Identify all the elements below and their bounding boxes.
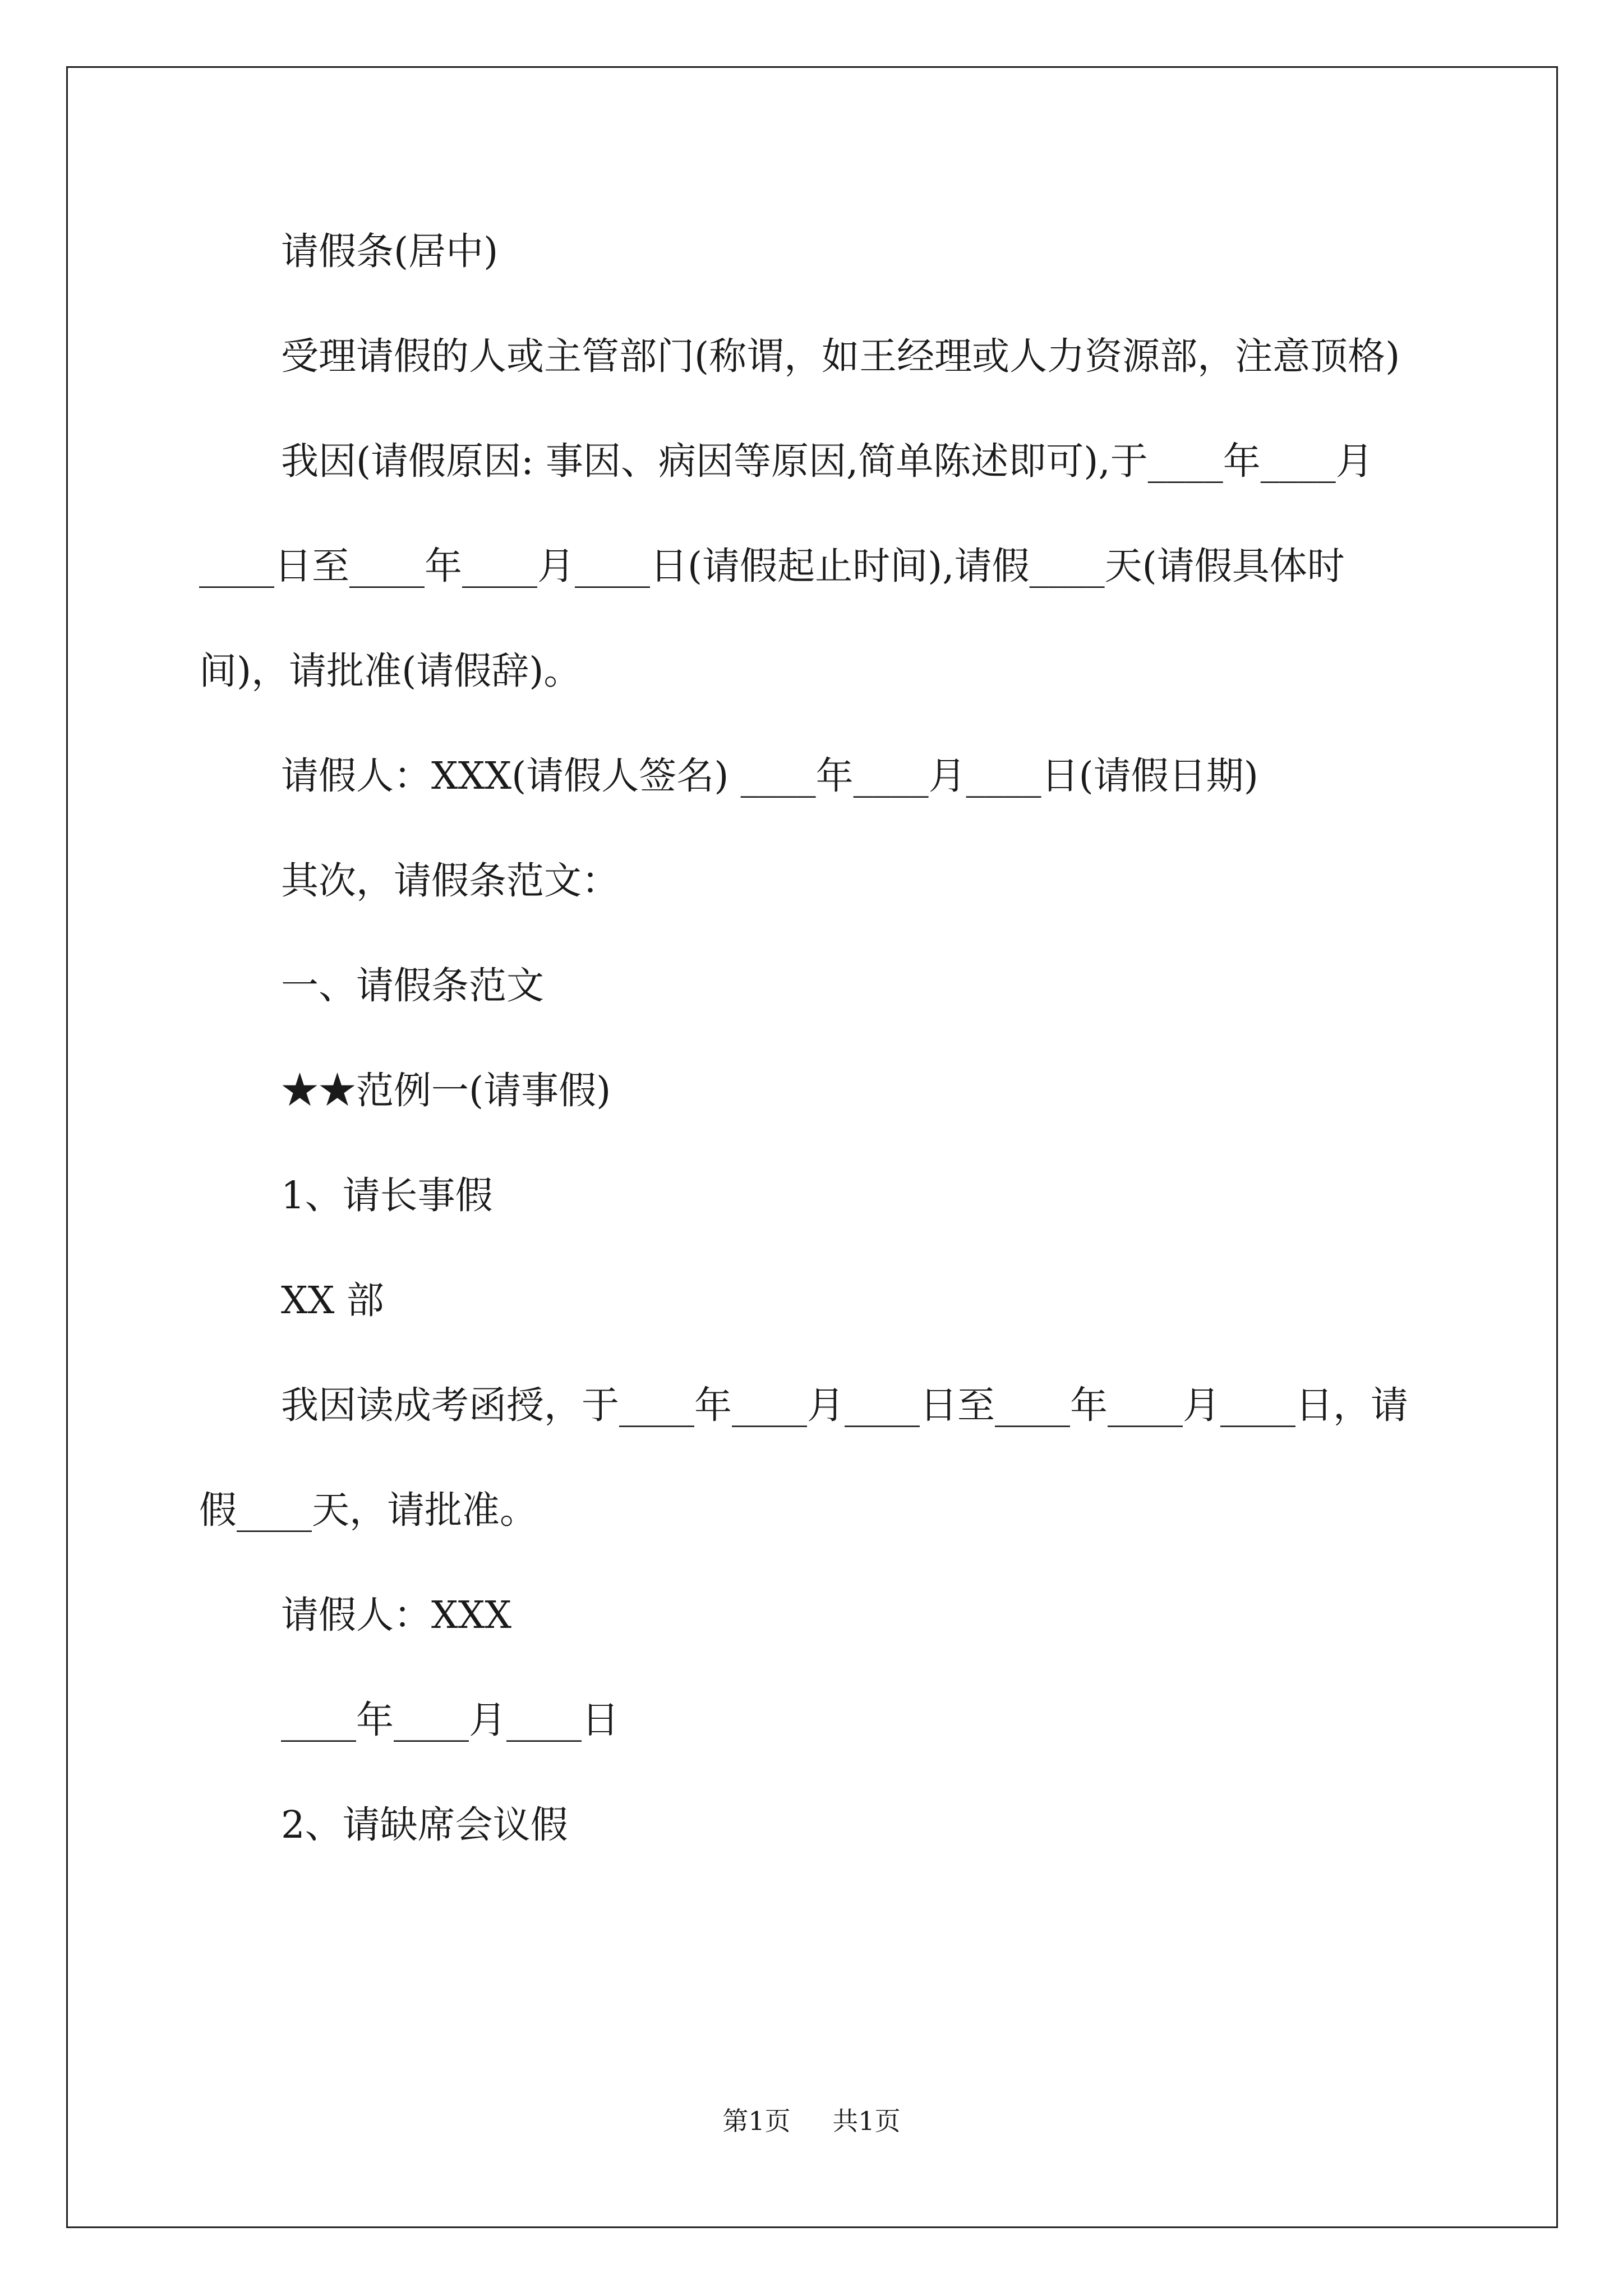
paragraph-intro: 其次，请假条范文： bbox=[281, 859, 619, 903]
page-total: 共1页 bbox=[832, 2106, 901, 2136]
subsection-heading-1: 1、请长事假 bbox=[281, 1174, 493, 1217]
document-body bbox=[199, 199, 1427, 1878]
section-heading: 一、请假条范文 bbox=[281, 964, 544, 1007]
page-number: 第1页 bbox=[722, 2106, 791, 2136]
example-date: ____年____月____日 bbox=[281, 1698, 619, 1742]
example-heading: ★★范例一(请事假) bbox=[281, 1069, 611, 1112]
page-footer bbox=[0, 2101, 1623, 2138]
paragraph-addressee: 受理请假的人或主管部门(称谓，如王经理或人力资源部，注意顶格) bbox=[281, 334, 1400, 378]
paragraph-signature: 请假人：XXX(请假人签名) ____年____月____日(请假日期) bbox=[281, 754, 1258, 798]
subsection-heading-2: 2、请缺席会议假 bbox=[281, 1803, 568, 1847]
example-signer: 请假人：XXX bbox=[281, 1593, 512, 1637]
paragraph-title: 请假条(居中) bbox=[281, 229, 499, 273]
example-addressee: XX 部 bbox=[281, 1278, 384, 1322]
paragraph-reason: 我因(请假原因: 事因、病因等原因,简单陈述即可),于____年____月____日至____年____月____日(请假起止时间),请假____天(请假具体时间)，请批准(请假辞)。 bbox=[199, 439, 1373, 693]
example-body: 我因读成考函授，于____年____月____日至____年____月____日，请假____天，请批准。 bbox=[199, 1383, 1408, 1532]
